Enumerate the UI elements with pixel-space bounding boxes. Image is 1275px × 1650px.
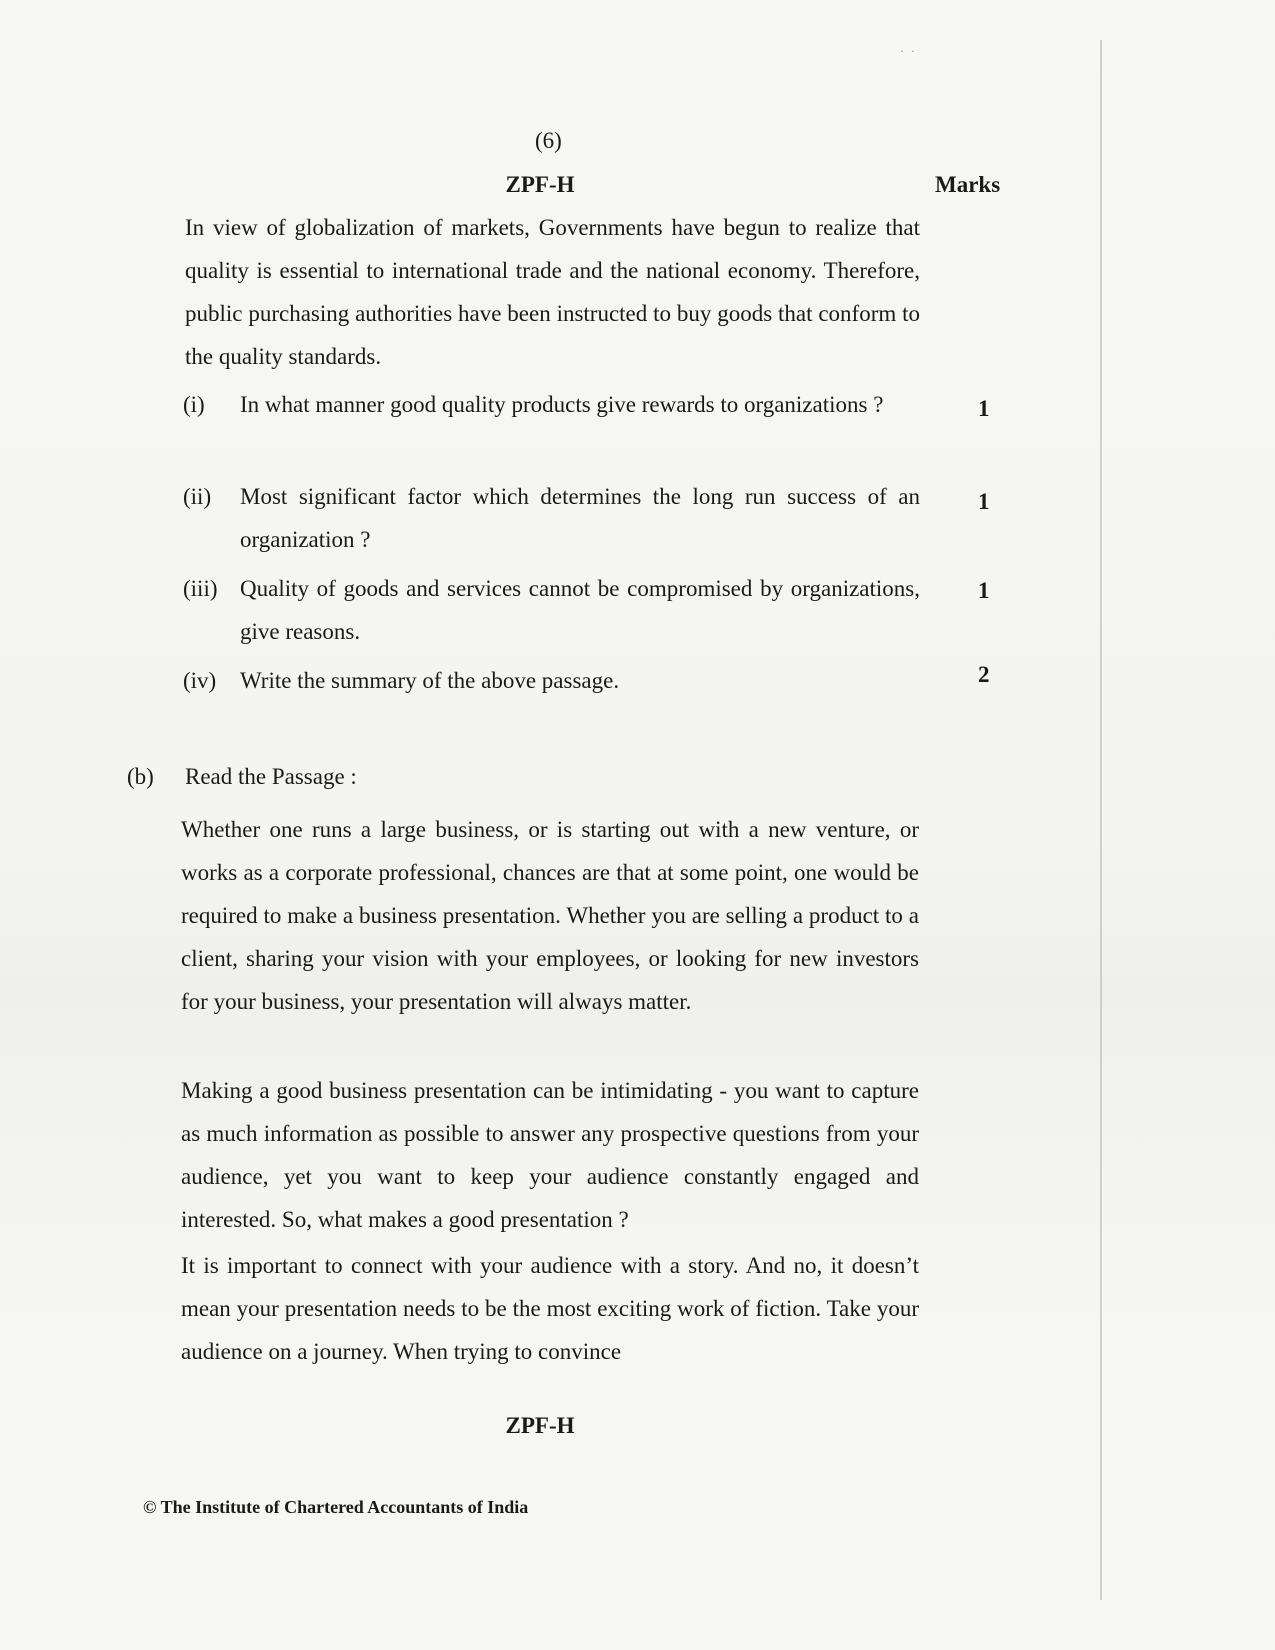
corner-mark: · · [900, 44, 917, 58]
passage-b-paragraph-1: Whether one runs a large business, or is starting out with a new venture, or works as a corporate professional, chances are that at some point, one would be required to make a business presentation. Whether you are selling a product to a client, sharing your vision with your employees, or looking for new investors for your business, your presentation will always matter. [181, 817, 919, 1014]
page-edge-divider [1100, 40, 1102, 1600]
question-text: Write the summary of the above passage. [240, 668, 620, 693]
passage-a-text: In view of globalization of markets, Governments have begun to realize that quality is essential to international trade and the national economy. Therefore, public purchasing authorities have been instructed to buy goods that conform to the quality standards. [185, 215, 920, 369]
question-i-marks: 1 [978, 396, 990, 421]
header-code: ZPF-H [505, 172, 575, 197]
marks-heading: Marks [935, 172, 1001, 197]
passage-b-paragraph-2: Making a good business presentation can be intimidating - you want to capture as much information as possible to answer any prospective questions from your audience, yet you want to keep your audience constantly engaged and interested. So, what makes a good presentation ? [181, 1078, 919, 1232]
question-iv-marks: 2 [978, 662, 990, 687]
question-number: (iii) [183, 576, 218, 601]
question-number: (ii) [183, 484, 212, 509]
question-number: (iv) [183, 668, 217, 693]
section-b-label: (b) [127, 764, 154, 789]
question-ii-marks: 1 [978, 489, 990, 514]
question-text: In what manner good quality products give rewards to organizations ? [240, 392, 884, 417]
question-number: (i) [183, 392, 205, 417]
passage-b-paragraph-3: It is important to connect with your audience with a story. And no, it doesn’t mean your presentation needs to be the most exciting work of fiction. Take your audience on a journey. When trying to convince [181, 1253, 919, 1364]
question-iii-marks: 1 [978, 578, 990, 603]
question-text: Most significant factor which determines the long run success of an organization ? [240, 484, 920, 552]
footer-code: ZPF-H [505, 1413, 575, 1438]
question-text: Quality of goods and services cannot be compromised by organizations, give reasons. [240, 576, 920, 644]
section-b-title: Read the Passage : [185, 764, 357, 789]
page-number: (6) [535, 128, 562, 153]
copyright-notice: © The Institute of Chartered Accountants of India [143, 1497, 529, 1517]
